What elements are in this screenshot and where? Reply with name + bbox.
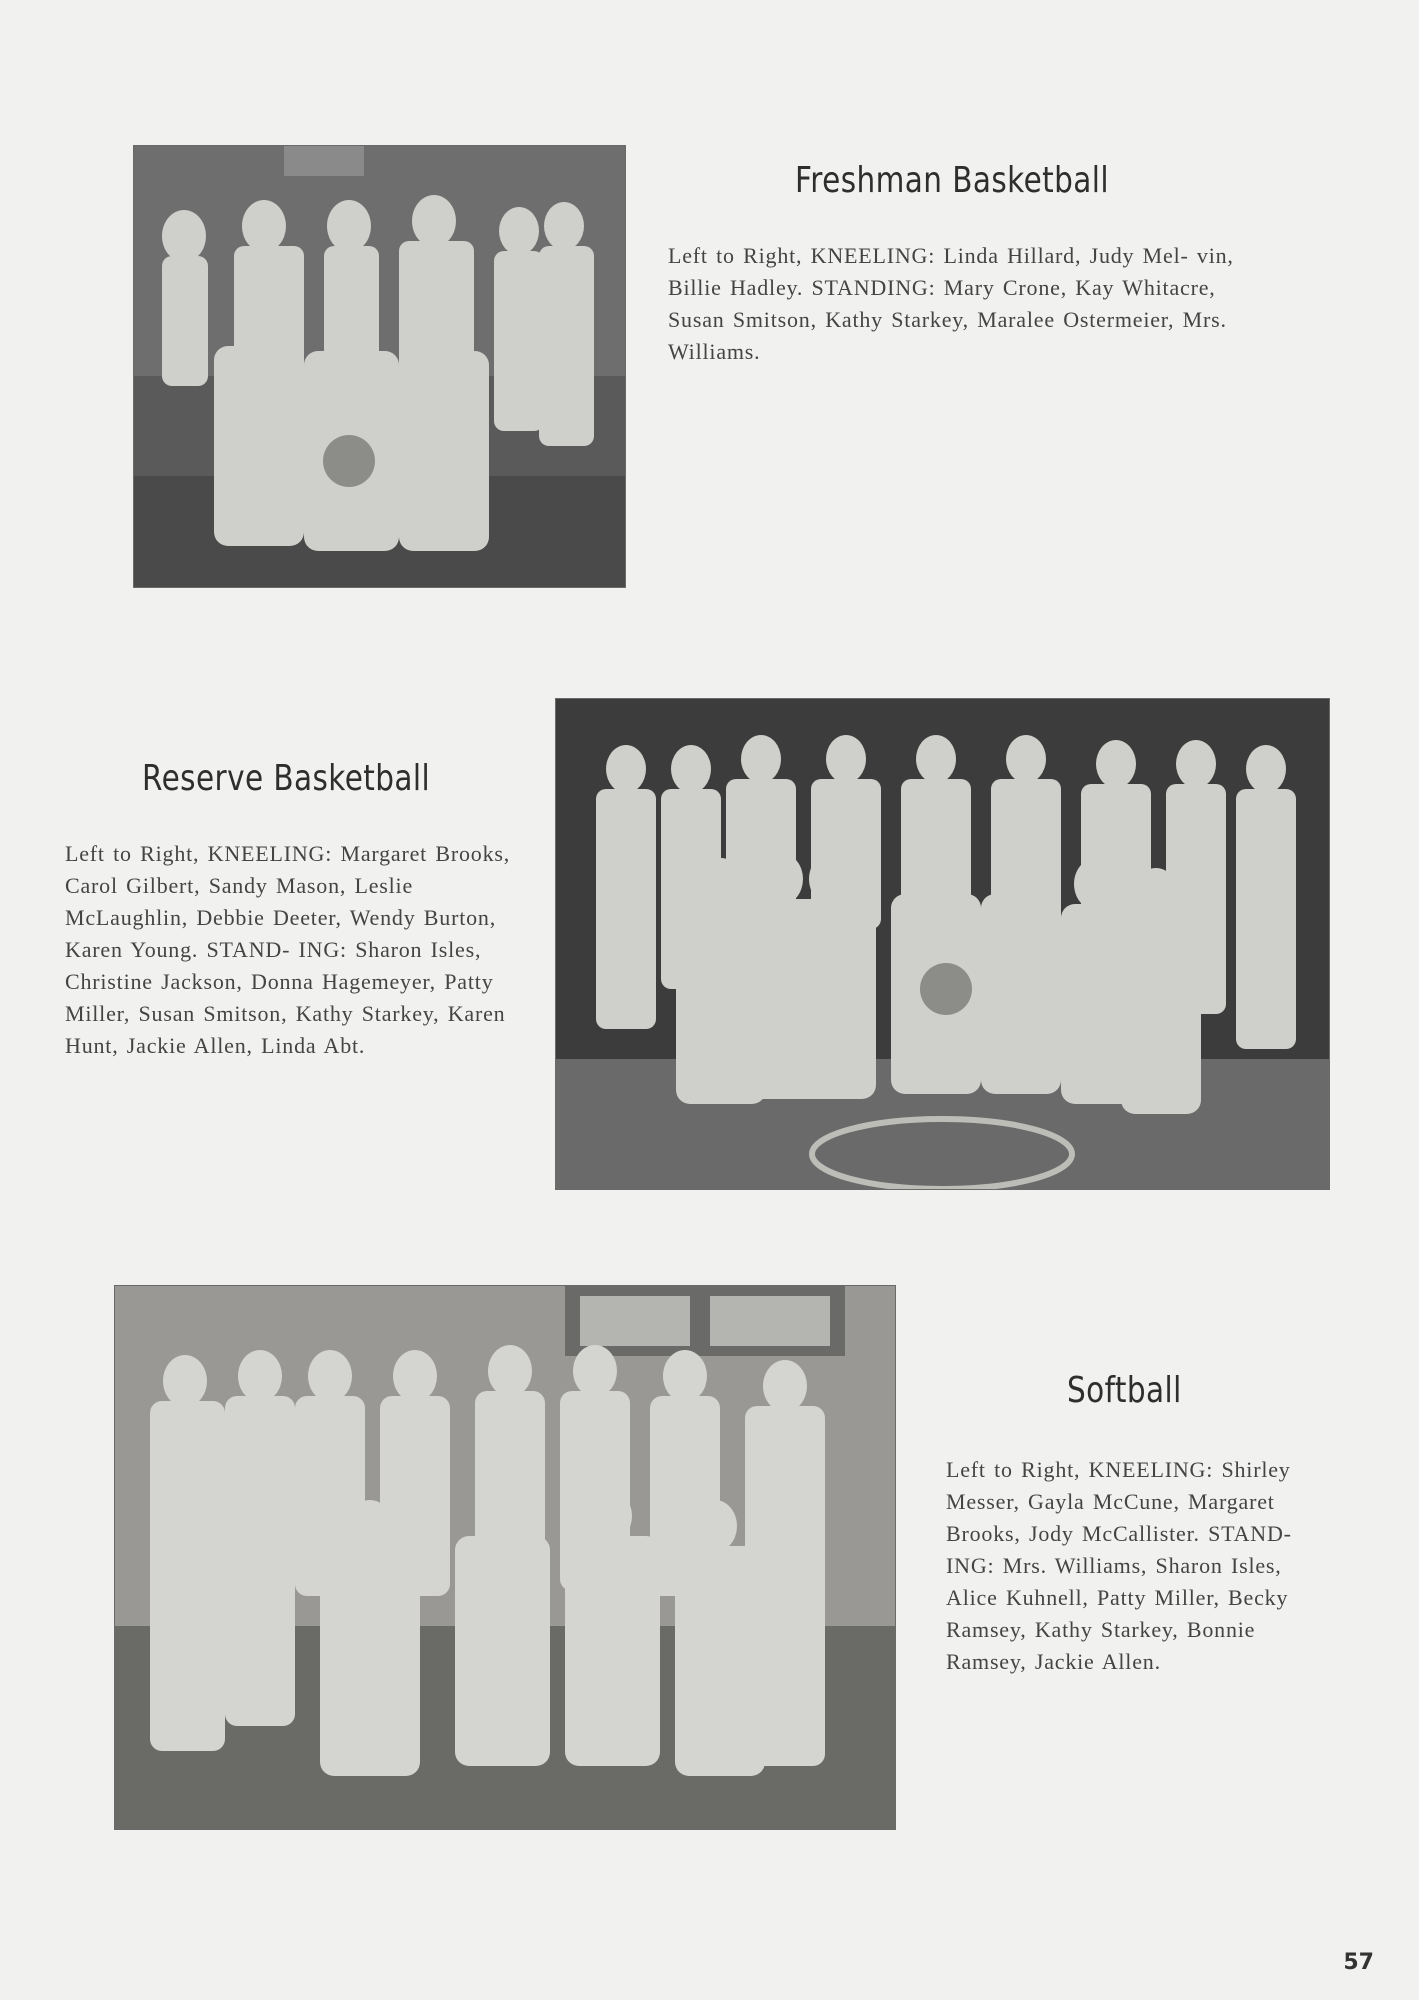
freshman-basketball-caption: Left to Right, KNEELING: Linda Hillard, Judy Mel- vin, Billie Hadley. STANDING: Mary Crone, Kay Whitacre, Susan Smitson, Kathy Starkey, Maralee Ostermeier, Mrs. Williams.	[668, 243, 1234, 364]
page-number: 57	[1343, 1950, 1374, 1975]
reserve-basketball-team-photo	[555, 698, 1330, 1190]
reserve-basketball-caption: Left to Right, KNEELING: Margaret Brooks, Carol Gilbert, Sandy Mason, Leslie McLaughlin, Debbie Deeter, Wendy Burton, Karen Young. STAND- ING: Sharon Isles, Christine Jackson, Donna Hagemeyer, Patty Miller, Susan Smitson, Kathy Starkey, Karen Hunt, Jackie Allen, Linda Abt.	[65, 841, 511, 1058]
softball-caption: Left to Right, KNEELING: Shirley Messer, Gayla McCune, Margaret Brooks, Jody McCallister. STAND- ING: Mrs. Williams, Sharon Isles, Alice Kuhnell, Patty Miller, Becky Ramsey, Kathy Starkey, Bonnie Ramsey, Jackie Allen.	[946, 1457, 1292, 1674]
softball-team-photo	[114, 1285, 896, 1830]
reserve-basketball-title: Reserve Basketball	[142, 758, 431, 799]
freshman-basketball-team-photo	[133, 145, 626, 588]
softball-title: Softball	[1067, 1370, 1182, 1411]
freshman-basketball-title: Freshman Basketball	[795, 160, 1110, 201]
